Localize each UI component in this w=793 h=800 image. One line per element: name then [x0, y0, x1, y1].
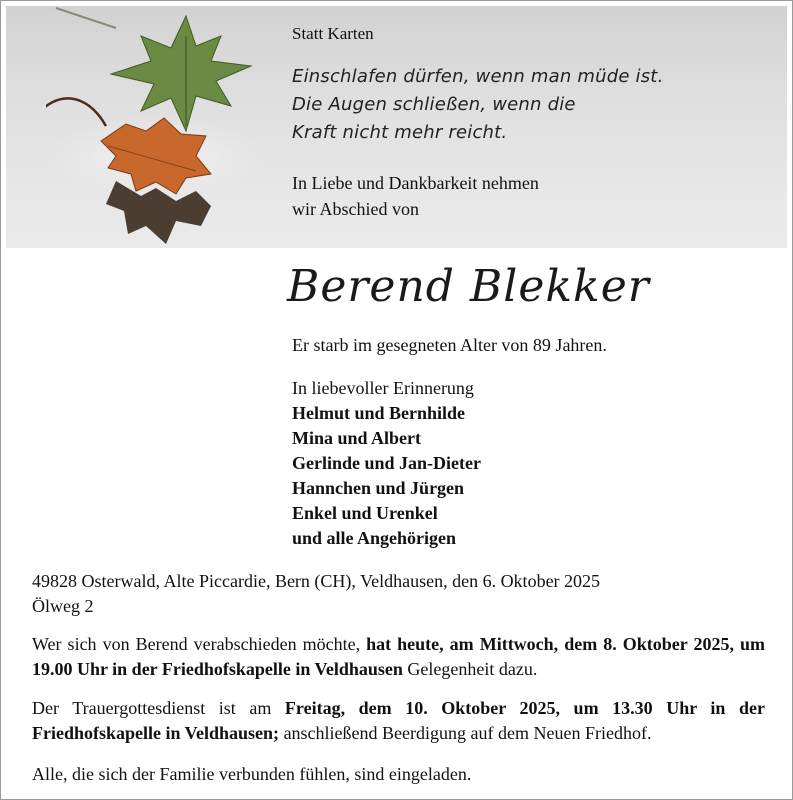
mourner-name: Helmut und Bernhilde [292, 403, 466, 423]
autumn-leaves-icon [46, 6, 286, 248]
intro-line-2: wir Abschied von [292, 199, 419, 219]
mourner-name: Mina und Albert [292, 428, 422, 448]
farewell-text: Wer sich von Berend verabschieden möchte, [32, 634, 367, 654]
age-line: Er starb im gesegneten Alter von 89 Jahren. [292, 335, 607, 355]
motto-line-3: Kraft nicht mehr reicht. [292, 122, 508, 143]
statt-karten-label: Statt Karten [292, 24, 374, 43]
farewell-text-end: Gelegenheit dazu. [402, 659, 538, 679]
farewell-time-place: hat heute, am Mittwoch, dem 8. Oktober 2025, um 19.00 Uhr in der Friedhofskapelle in Veldhausen [32, 634, 766, 679]
service-text-end: anschließend Beerdigung auf dem Neuen Friedhof. [279, 723, 652, 743]
mourners-intro: In liebevoller Erinnerung [292, 378, 474, 398]
address-line-2: Ölweg 2 [32, 596, 94, 616]
deceased-name: Berend Blekker [287, 261, 650, 312]
motto-line-2: Die Augen schließen, wenn die [292, 94, 576, 115]
closing-line: Alle, die sich der Familie verbunden fühlen, sind eingeladen. [32, 764, 472, 784]
mourner-name: und alle Angehörigen [292, 528, 457, 548]
farewell-paragraph [32, 632, 765, 682]
service-text: Der Trauergottesdienst ist am [32, 698, 285, 718]
mourner-name: Enkel und Urenkel [292, 503, 438, 523]
intro-line-1: In Liebe und Dankbarkeit nehmen [292, 173, 539, 193]
mourner-name: Gerlinde und Jan-Dieter [292, 453, 481, 473]
mourner-name: Hannchen und Jürgen [292, 478, 465, 498]
motto-line-1: Einschlafen dürfen, wenn man müde ist. [292, 66, 664, 87]
address-line-1: 49828 Osterwald, Alte Piccardie, Bern (CH), Veldhausen, den 6. Oktober 2025 [32, 571, 601, 591]
service-time-place: Freitag, dem 10. Oktober 2025, um 13.30 Uhr in der Friedhofskapelle in Veldhausen; [32, 698, 765, 743]
service-paragraph [32, 696, 765, 746]
header-image-band [6, 6, 787, 248]
